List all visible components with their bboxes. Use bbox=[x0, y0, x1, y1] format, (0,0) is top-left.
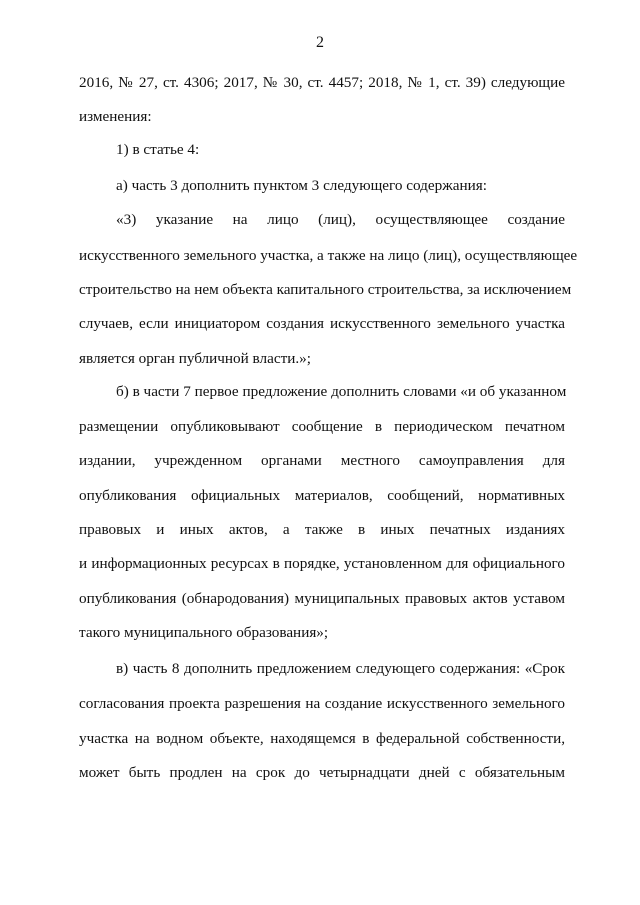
text-line: искусственного земельного участка, а также на лицо (лиц), осуществляющее bbox=[79, 247, 578, 264]
text-line: может быть продлен на срок до четырнадцати дней с обязательным bbox=[79, 764, 565, 781]
text-line: строительство на нем объекта капитального строительства, за исключением bbox=[79, 281, 572, 298]
text-line: размещении опубликовывают сообщение в периодическом печатном bbox=[79, 418, 565, 435]
text-line: изменения: bbox=[79, 108, 152, 125]
text-line: участка на водном объекте, находящемся в федеральной собственности, bbox=[79, 730, 565, 747]
text-line: согласования проекта разрешения на создание искусственного земельного bbox=[79, 695, 565, 712]
text-line: случаев, если инициатором создания искусственного земельного участка bbox=[79, 315, 565, 332]
text-line: такого муниципального образования»; bbox=[79, 624, 329, 641]
text-line: «3) указание на лицо (лиц), осуществляющее создание bbox=[116, 211, 565, 228]
text-line: б) в части 7 первое предложение дополнить словами «и об указанном bbox=[116, 383, 567, 400]
page-number: 2 bbox=[316, 34, 324, 51]
text-line: правовых и иных актов, а также в иных печатных изданиях bbox=[79, 521, 565, 538]
text-line: издании, учрежденном органами местного самоуправления для bbox=[79, 452, 565, 469]
text-line: и информационных ресурсах в порядке, установленном для официального bbox=[79, 555, 565, 572]
text-line: является орган публичной власти.»; bbox=[79, 350, 311, 367]
text-line: опубликования (обнародования) муниципальных правовых актов уставом bbox=[79, 590, 565, 607]
text-line: 1) в статье 4: bbox=[116, 141, 200, 158]
text-line: опубликования официальных материалов, сообщений, нормативных bbox=[79, 487, 565, 504]
text-line: 2016, № 27, ст. 4306; 2017, № 30, ст. 4457; 2018, № 1, ст. 39) следующие bbox=[79, 74, 565, 91]
text-line: в) часть 8 дополнить предложением следующего содержания: «Срок bbox=[116, 660, 565, 677]
text-line: а) часть 3 дополнить пунктом 3 следующего содержания: bbox=[116, 177, 487, 194]
